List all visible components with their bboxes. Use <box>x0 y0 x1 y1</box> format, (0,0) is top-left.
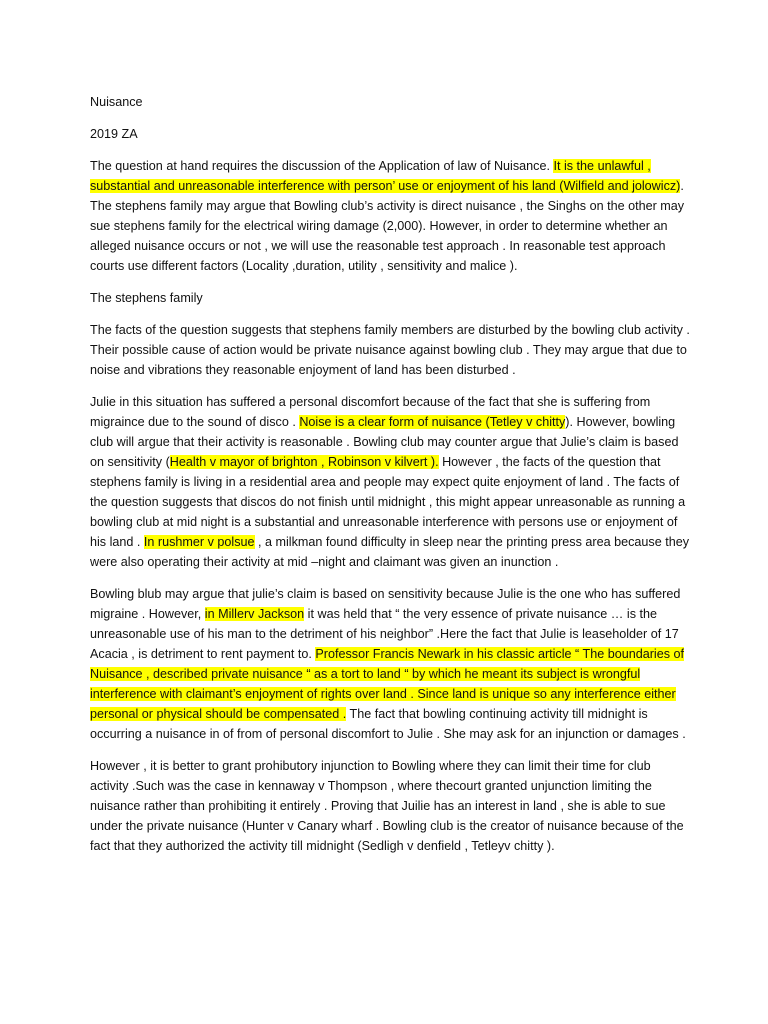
highlighted-text: It is the unlawful , substantial and unreasonable interference with person’ use or enjoyment of his land (Wilfield and jolowicz) <box>90 159 681 193</box>
text-run: The stephens family <box>90 291 203 305</box>
text-run: . The stephens family may argue that Bowling club’s activity is direct nuisance , the Singhs on the other may sue stephens family for the electrical wiring damage (2,000). However, in order to determine whether an alleged nuisance occurs or not , we will use the reasonable test approach . In reasonable test approach courts use different factors (Locality ,duration, utility , sensitivity and malice ). <box>90 179 685 273</box>
text-run: The facts of the question suggests that stephens family members are disturbed by the bowling club activity . Their possible cause of action would be private nuisance against bowling club . They may argue that due to noise and vibrations they reasonable enjoyment of land has been disturbed . <box>90 323 690 377</box>
text-run: , a milkman found difficulty in sleep near the printing press area because they were also operating their activity at mid –night and claimant was given an inunction . <box>90 535 690 569</box>
body-paragraph <box>90 584 690 744</box>
text-run: The fact that bowling continuing activity till midnight is occurring a nuisance in of from of personal discomfort to Julie . She may ask for an injunction or damages . <box>90 707 686 741</box>
document-title: Nuisance <box>90 95 143 109</box>
section-heading <box>90 288 690 308</box>
body-paragraph <box>90 392 690 572</box>
text-run: However , the facts of the question that stephens family is living in a residential area and people may expect quite enjoyment of land . The facts of the question suggests that discos do not finish until midnight , this might appear unreasonable as running a bowling club at mid night is a substantial and unreasonable interference with persons use or enjoyment of his land . <box>90 455 686 549</box>
text-run: Julie in this situation has suffered a personal discomfort because of the fact that she is suffering from migraince due to the sound of disco . <box>90 395 651 429</box>
highlighted-text: Professor Francis Newark in his classic article “ The boundaries of Nuisance , described private nuisance “ as a tort to land “ by which he meant its subject is wrongful interference with claimant’s enjoyment of rights over land . Since land is unique so any interference either personal or physical should be compensated . <box>90 647 685 721</box>
paragraph-list <box>90 156 690 856</box>
body-paragraph <box>90 156 690 276</box>
highlighted-text: Health v mayor of brighton , Robinson v kilvert ). <box>169 455 439 469</box>
highlighted-text: in Millerv Jackson <box>204 607 305 621</box>
body-paragraph <box>90 320 690 380</box>
highlighted-text: Noise is a clear form of nuisance (Tetley v chitty <box>299 415 566 429</box>
document-body <box>90 92 690 868</box>
text-run: However , it is better to grant prohibutory injunction to Bowling where they can limit their time for club activity .Such was the case in kennaway v Thompson , where thecourt granted unjunction limiting the nuisance rather than prohibiting it entirely . Proving that Juilie has an interest in land , she is able to sue under the private nuisance (Hunter v Canary wharf . Bowling club is the creator of nuisance because of the fact that they authorized the activity till midnight (Sedligh v denfield , Tetleyv chitty ). <box>90 759 684 853</box>
document-subtitle: 2019 ZA <box>90 127 138 141</box>
text-run: ). However, bowling club will argue that their activity is reasonable . Bowling club may counter argue that Julie’s claim is based on sensitivity ( <box>90 415 679 469</box>
text-run: it was held that “ the very essence of private nuisance … is the unreasonable use of his man to the detriment of his neighbor” .Here the fact that Julie is leaseholder of 17 Acacia , is detriment to rent payment to. <box>90 607 679 661</box>
text-run: Bowling blub may argue that julie’s claim is based on sensitivity because Julie is the one who has suffered migraine . However, <box>90 587 681 621</box>
body-paragraph <box>90 756 690 856</box>
highlighted-text: In rushmer v polsue <box>143 535 255 549</box>
text-run: The question at hand requires the discussion of the Application of law of Nuisance. <box>90 159 554 173</box>
